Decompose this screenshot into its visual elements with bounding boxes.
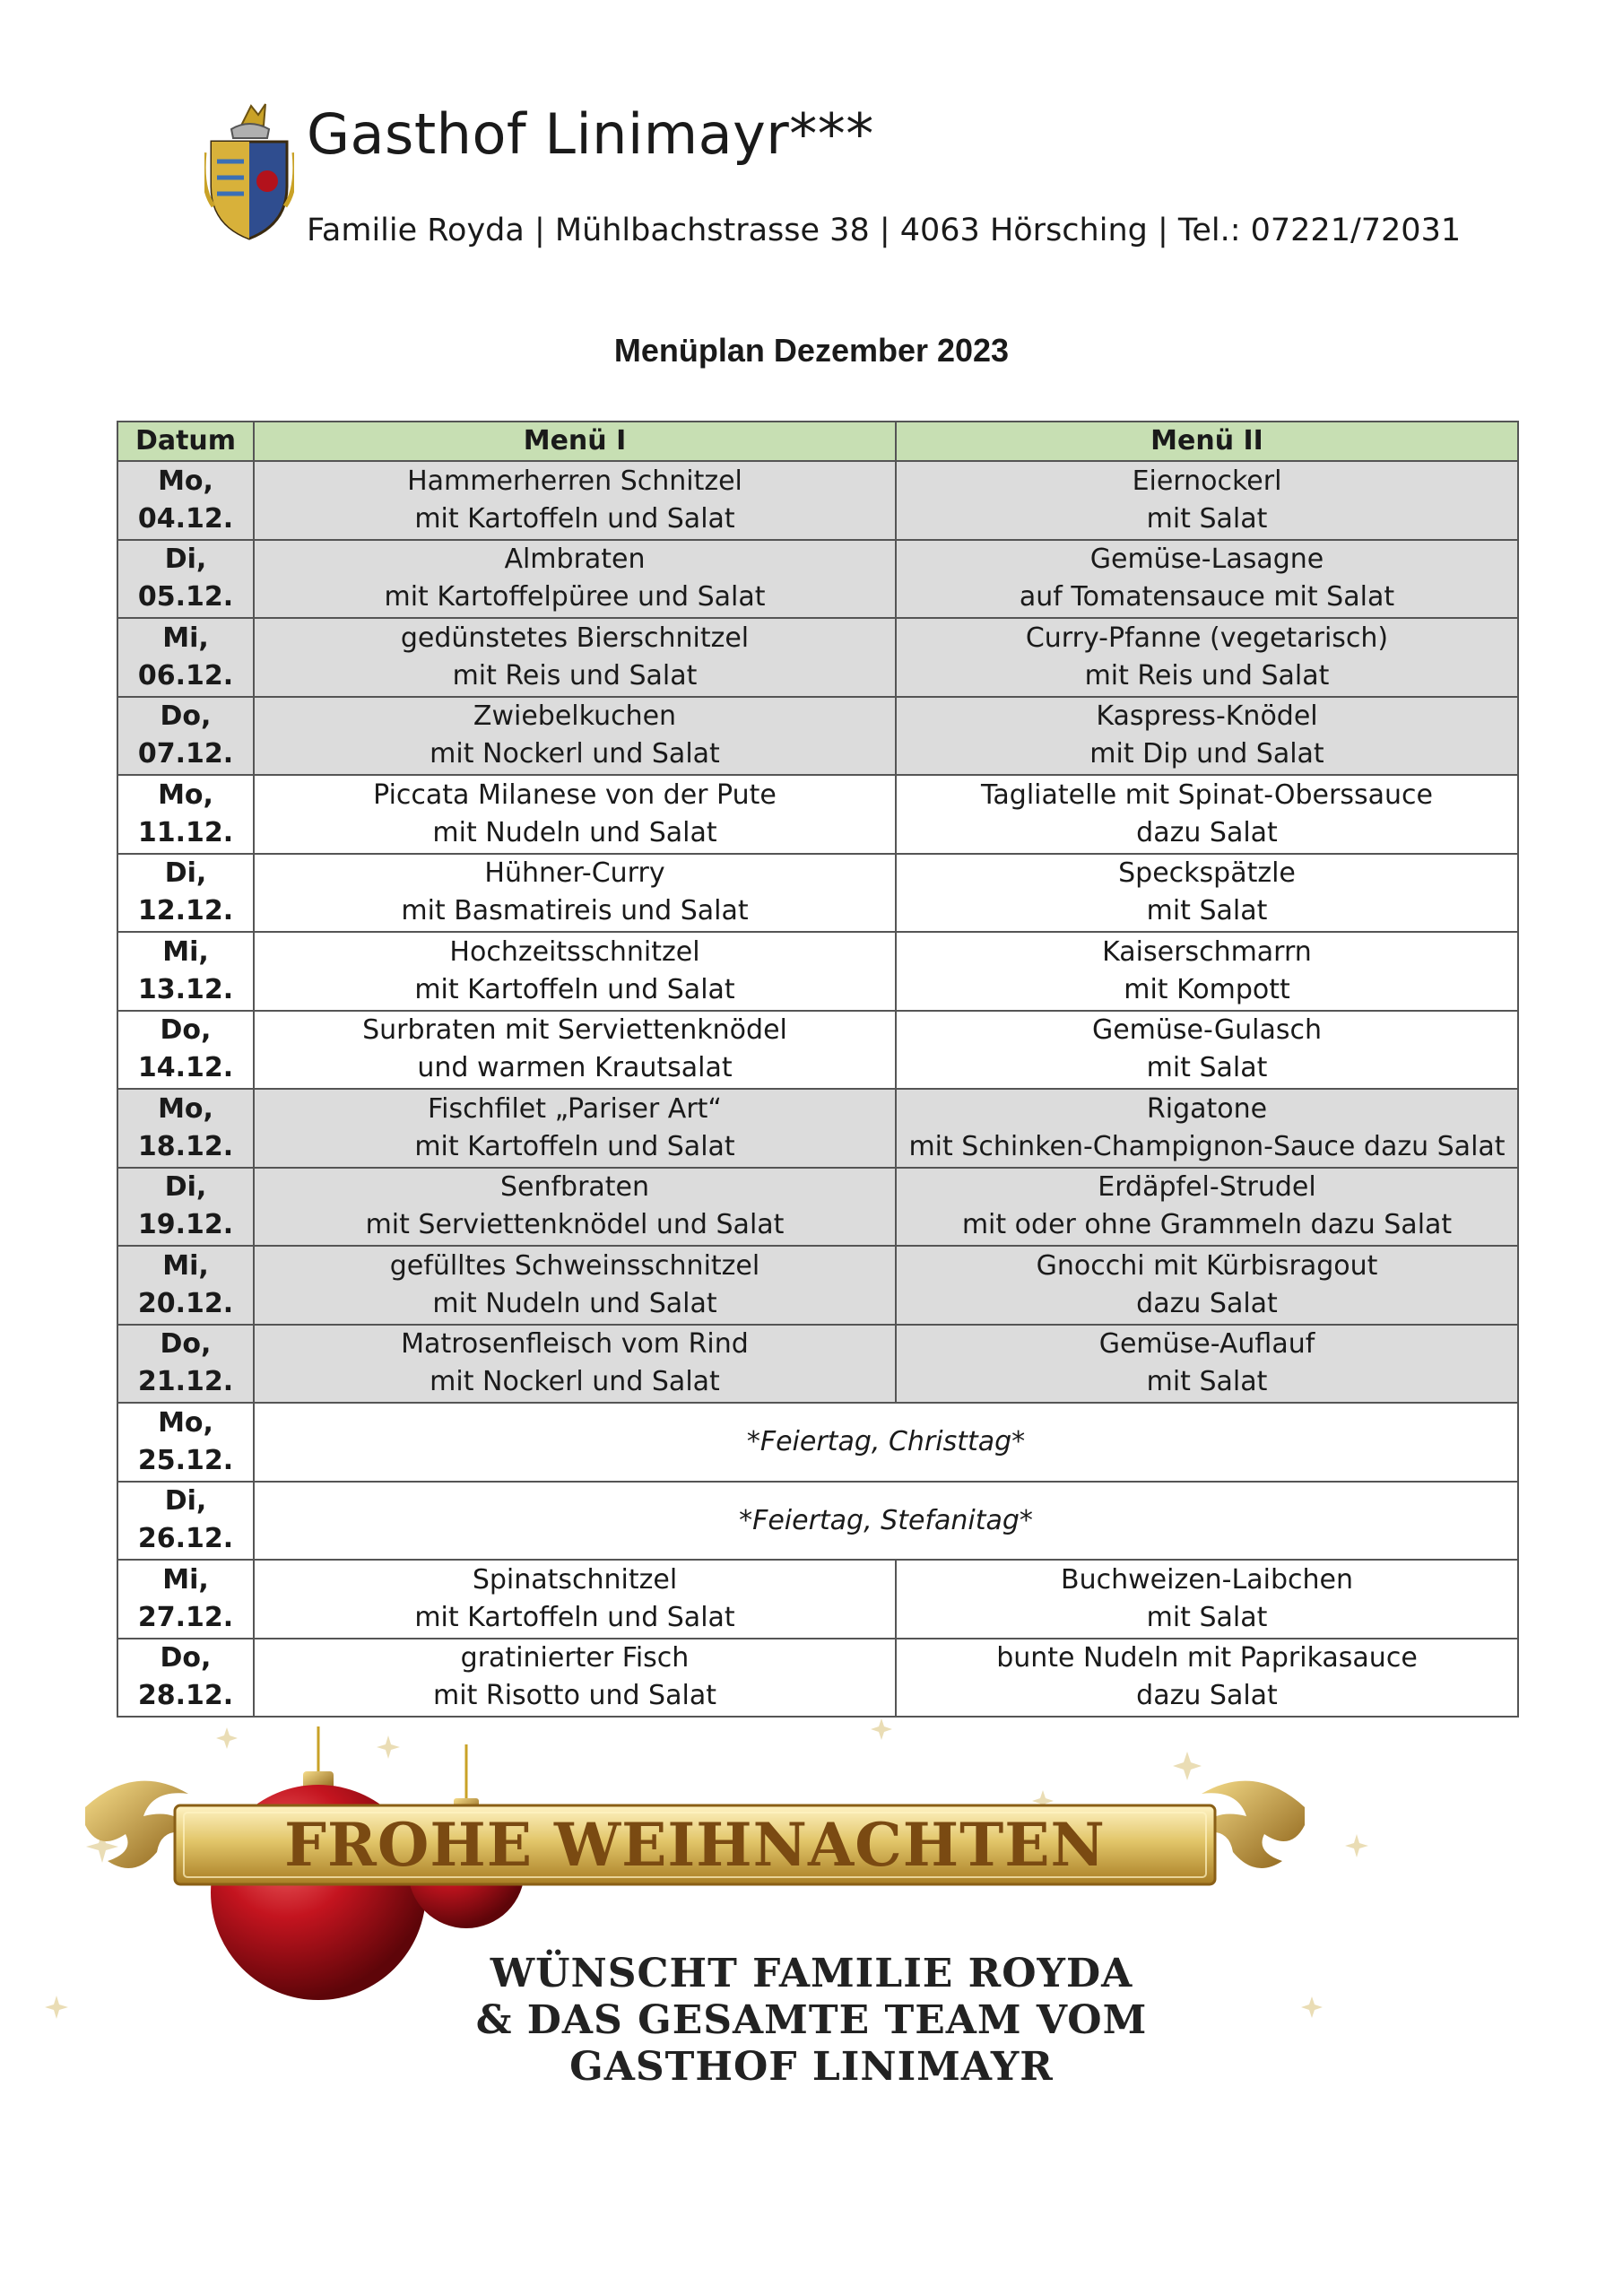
date-cell [117, 461, 254, 540]
table-row [117, 1639, 1518, 1718]
date: 11.12. [137, 816, 234, 848]
menu-1-cell [254, 1089, 896, 1168]
table-row [117, 1560, 1518, 1639]
dish-side: mit Nudeln und Salat [432, 1287, 717, 1319]
dish-side: mit Reis und Salat [1084, 659, 1330, 691]
menu-2-cell [896, 540, 1518, 619]
dish-name: Kaspress-Knödel [1096, 700, 1318, 733]
menu-table [117, 421, 1519, 1718]
menu-1-cell [254, 932, 896, 1011]
date-cell [117, 1403, 254, 1482]
weekday: Di, [164, 544, 207, 576]
dish-side: mit Kartoffeln und Salat [414, 1130, 735, 1162]
weekday: Mi, [162, 622, 209, 654]
table-row [117, 1403, 1518, 1482]
menu-2-cell [896, 775, 1518, 854]
menu-1-cell [254, 540, 896, 619]
menu-2-cell [896, 461, 1518, 540]
dish-name: Curry-Pfanne (vegetarisch) [1025, 622, 1389, 654]
date-cell [117, 1011, 254, 1090]
dish-name: gedünstetes Bierschnitzel [400, 622, 750, 654]
dish-side: mit Dip und Salat [1089, 738, 1324, 770]
weekday: Mo, [158, 1406, 213, 1439]
table-row [117, 1246, 1518, 1325]
dish-name: Senfbraten [499, 1171, 650, 1204]
menu-1-cell [254, 1011, 896, 1090]
weekday: Di, [164, 1485, 207, 1518]
menu-1-cell [254, 775, 896, 854]
dish-side: mit Salat [1146, 1052, 1268, 1084]
date: 06.12. [137, 659, 234, 691]
menu-2-cell [896, 697, 1518, 776]
dish-side: mit Kartoffeln und Salat [414, 1601, 735, 1633]
menu-1-cell [254, 461, 896, 540]
menu-1-cell [254, 854, 896, 933]
weekday: Di, [164, 857, 207, 890]
dish-name: Tagliatelle mit Spinat-Oberssauce [981, 778, 1433, 811]
dish-name: Gnocchi mit Kürbisragout [1036, 1249, 1378, 1282]
date: 04.12. [137, 502, 234, 535]
table-row [117, 854, 1518, 933]
date: 19.12. [137, 1209, 234, 1241]
menu-title: Menüplan Dezember 2023 [613, 332, 1010, 369]
date: 25.12. [137, 1444, 234, 1476]
menu-1-cell [254, 1246, 896, 1325]
dish-name: bunte Nudeln mit Paprikasauce [996, 1642, 1418, 1674]
weekday: Do, [160, 700, 212, 733]
dish-name: gratinierter Fisch [460, 1642, 690, 1674]
greeting-line-3: GASTHOF LINIMAYR [569, 2044, 1054, 2090]
date-cell [117, 697, 254, 776]
dish-side: mit Reis und Salat [452, 659, 698, 691]
date-cell [117, 932, 254, 1011]
date-cell [117, 1639, 254, 1718]
dish-side: mit Basmatireis und Salat [401, 895, 749, 927]
date: 28.12. [137, 1680, 234, 1712]
dish-side: mit Nockerl und Salat [430, 1366, 720, 1398]
dish-side: mit Risotto und Salat [433, 1680, 716, 1712]
menu-1-cell [254, 1560, 896, 1639]
table-row [117, 618, 1518, 697]
greeting-line-2: & DAS GESAMTE TEAM VOM [475, 1997, 1148, 2043]
table-row [117, 775, 1518, 854]
weekday: Mo, [158, 465, 213, 497]
dish-side: mit oder ohne Grammeln dazu Salat [961, 1209, 1453, 1241]
holiday-cell [254, 1403, 1518, 1482]
menu-2-cell [896, 1560, 1518, 1639]
menu-1-cell [254, 618, 896, 697]
table-row [117, 697, 1518, 776]
date: 14.12. [137, 1052, 234, 1084]
holiday-label: *Feiertag, Christtag* [746, 1426, 1026, 1458]
menu-1-cell [254, 1168, 896, 1247]
dish-name: Spinatschnitzel [472, 1563, 678, 1596]
table-row [117, 1325, 1518, 1404]
dish-side: mit Kompott [1124, 973, 1290, 1005]
weekday: Do, [160, 1642, 212, 1674]
date: 26.12. [137, 1523, 234, 1555]
dish-name: Hammerherren Schnitzel [407, 465, 742, 497]
menu-1-cell [254, 1325, 896, 1404]
dish-name: Almbraten [504, 544, 646, 576]
column-header-menu-2: Menü II [896, 422, 1518, 461]
date: 18.12. [137, 1130, 234, 1162]
date-cell [117, 1325, 254, 1404]
date: 27.12. [137, 1601, 234, 1633]
dish-name: Eiernockerl [1132, 465, 1282, 497]
dish-side: mit Schinken-Champignon-Sauce dazu Salat [908, 1130, 1506, 1162]
coat-of-arms-logo [204, 99, 294, 242]
table-row [117, 1089, 1518, 1168]
date: 12.12. [137, 895, 234, 927]
dish-name: Hühner-Curry [484, 857, 665, 890]
dish-name: Erdäpfel-Strudel [1098, 1171, 1316, 1204]
dish-name: Rigatone [1146, 1092, 1268, 1125]
date: 20.12. [137, 1287, 234, 1319]
weekday: Mi, [162, 1563, 209, 1596]
date-cell [117, 618, 254, 697]
weekday: Di, [164, 1171, 207, 1204]
menu-2-cell [896, 1325, 1518, 1404]
menu-2-cell [896, 618, 1518, 697]
menu-1-cell [254, 697, 896, 776]
dish-side: mit Nudeln und Salat [432, 816, 717, 848]
menu-2-cell [896, 1089, 1518, 1168]
table-row [117, 540, 1518, 619]
dish-side: mit Salat [1146, 1601, 1268, 1633]
dish-name: Matrosenfleisch vom Rind [401, 1328, 749, 1361]
dish-side: und warmen Krautsalat [417, 1052, 733, 1084]
weekday: Do, [160, 1014, 212, 1047]
menu-2-cell [896, 1168, 1518, 1247]
weekday: Mi, [162, 935, 209, 968]
dish-side: mit Kartoffeln und Salat [414, 973, 735, 1005]
date: 07.12. [137, 738, 234, 770]
date-cell [117, 1482, 254, 1561]
dish-name: Piccata Milanese von der Pute [373, 778, 777, 811]
menu-2-cell [896, 1246, 1518, 1325]
dish-name: Surbraten mit Serviettenknödel [362, 1014, 787, 1047]
dish-side: dazu Salat [1136, 1680, 1278, 1712]
date: 21.12. [137, 1366, 234, 1398]
date-cell [117, 1560, 254, 1639]
weekday: Mo, [158, 778, 213, 811]
date-cell [117, 1168, 254, 1247]
greeting-line-1: WÜNSCHT FAMILIE ROYDA [490, 1951, 1133, 1996]
menu-2-cell [896, 1011, 1518, 1090]
dish-name: Fischfilet „Pariser Art“ [428, 1092, 722, 1125]
date: 05.12. [137, 581, 234, 613]
dish-side: auf Tomatensauce mit Salat [1019, 581, 1395, 613]
dish-name: Hochzeitsschnitzel [449, 935, 700, 968]
dish-side: mit Salat [1146, 502, 1268, 535]
weekday: Do, [160, 1328, 212, 1361]
table-header-row [117, 422, 1518, 461]
dish-name: Gemüse-Lasagne [1089, 544, 1324, 576]
weekday: Mo, [158, 1092, 213, 1125]
date-cell [117, 540, 254, 619]
date-cell [117, 1089, 254, 1168]
restaurant-name: Gasthof Linimayr*** [307, 101, 874, 167]
dish-name: Zwiebelkuchen [473, 700, 677, 733]
dish-name: Buchweizen-Laibchen [1061, 1563, 1353, 1596]
menu-1-cell [254, 1639, 896, 1718]
table-row [117, 932, 1518, 1011]
menu-2-cell [896, 932, 1518, 1011]
dish-side: mit Salat [1146, 895, 1268, 927]
table-row [117, 1168, 1518, 1247]
column-header-menu-1: Menü I [254, 422, 896, 461]
menu-2-cell [896, 854, 1518, 933]
dish-name: Speckspätzle [1118, 857, 1296, 890]
date-cell [117, 854, 254, 933]
dish-name: Kaiserschmarrn [1102, 935, 1312, 968]
menu-table-body [117, 461, 1518, 1717]
dish-side: mit Salat [1146, 1366, 1268, 1398]
table-row [117, 461, 1518, 540]
dish-name: gefülltes Schweinsschnitzel [389, 1249, 760, 1282]
dish-side: mit Nockerl und Salat [430, 738, 720, 770]
menu-2-cell [896, 1639, 1518, 1718]
holiday-label: *Feiertag, Stefanitag* [739, 1504, 1033, 1536]
dish-side: dazu Salat [1136, 1287, 1278, 1319]
table-row [117, 1011, 1518, 1090]
holiday-cell [254, 1482, 1518, 1561]
dish-side: mit Kartoffelpüree und Salat [384, 581, 766, 613]
dish-side: mit Kartoffeln und Salat [414, 502, 735, 535]
date: 13.12. [137, 973, 234, 1005]
dish-side: mit Serviettenknödel und Salat [365, 1209, 785, 1241]
date-cell [117, 775, 254, 854]
date-cell [117, 1246, 254, 1325]
table-row [117, 1482, 1518, 1561]
dish-name: Gemüse-Auflauf [1098, 1328, 1315, 1361]
dish-name: Gemüse-Gulasch [1091, 1014, 1323, 1047]
dish-side: dazu Salat [1136, 816, 1278, 848]
column-header-date: Datum [117, 422, 254, 461]
address-line: Familie Royda | Mühlbachstrasse 38 | 4063 Hörsching | Tel.: 07221/72031 [307, 213, 1462, 248]
weekday: Mi, [162, 1249, 209, 1282]
christmas-banner-text: FROHE WEIHNACHTEN [284, 1810, 1106, 1880]
